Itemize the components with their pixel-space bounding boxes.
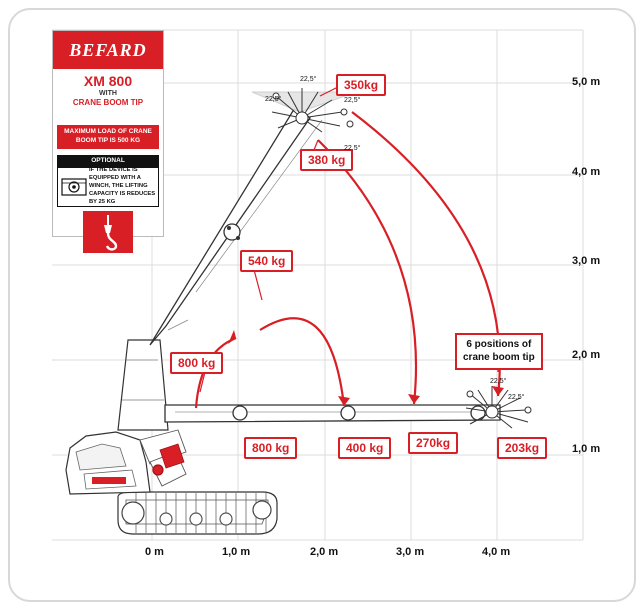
angle-label-3: 22,5° [344,97,361,104]
callout-line-1: 6 positions of [466,339,532,350]
machine-undercarriage [118,492,277,534]
optional-header: OPTIONAL [57,155,159,167]
hook-icon [83,211,133,253]
y-tick-2: 2,0 m [572,349,601,361]
load-label-203kg: 203kg [497,437,547,459]
load-label-270kg: 270kg [408,432,458,454]
load-label-350kg: 350kg [336,74,386,96]
x-tick-2: 2,0 m [310,546,339,558]
angle-label-2: 22,5° [265,96,282,103]
arc-380kg [318,140,416,404]
machine-body [66,430,186,494]
callout-line-2: crane boom tip [463,351,535,363]
winch-icon [61,174,87,200]
angle-label-6: 22,5° [508,394,525,401]
horizontal-boom [165,405,500,422]
load-label-540kg: 540 kg [240,250,293,272]
brand-name: BEFARD [69,39,147,60]
load-label-800kg-lower: 800 kg [244,437,297,459]
angle-label-4: 22,5° [344,145,361,152]
model-name: XM 800 [83,73,133,89]
optional-body [57,167,159,207]
crane-boom-tip-callout [455,333,543,370]
angle-label-1: 22,5° [300,76,317,83]
y-tick-3: 3,0 m [572,255,601,267]
model-with: WITH [99,90,117,97]
load-label-380kg: 380 kg [300,149,353,171]
load-label-800kg-upper: 800 kg [170,352,223,374]
optional-text: IF THE DEVICE IS EQUIPPED WITH A WINCH, THE LIFTING CAPACITY IS REDUCES BY 25 KG [89,167,156,205]
x-tick-3: 3,0 m [396,546,425,558]
main-boom [150,106,322,345]
max-load-note: MAXIMUM LOAD OF CRANE BOOM TIP IS 500 KG [57,125,159,149]
brand-logo [53,31,163,69]
x-tick-0: 0 m [145,546,164,558]
y-tick-4: 4,0 m [572,166,601,178]
load-label-400kg: 400 kg [338,437,391,459]
angle-label-5: 22,5° [490,378,507,385]
crane-pedestal [118,340,168,430]
model-attachment: CRANE BOOM TIP [72,98,144,107]
x-tick-4: 4,0 m [482,546,511,558]
y-tick-5: 5,0 m [572,76,601,88]
y-tick-1: 1,0 m [572,443,601,455]
x-tick-1: 1,0 m [222,546,251,558]
brand-info-box [52,30,164,237]
arc-540kg [260,318,344,406]
label-leaders [200,87,498,392]
model-block [53,69,163,123]
